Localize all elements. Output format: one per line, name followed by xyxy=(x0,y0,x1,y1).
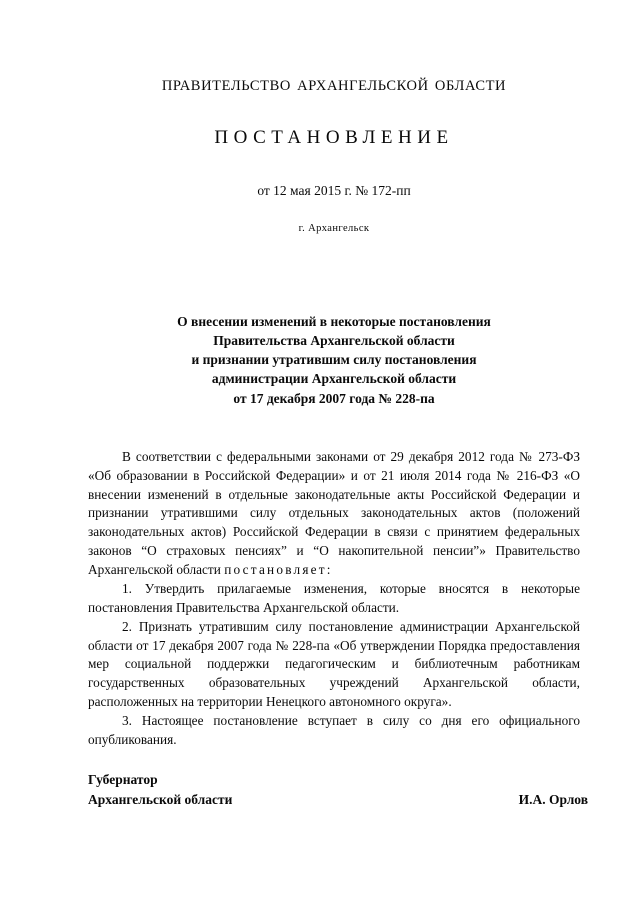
paragraph-2: 2. Признать утратившим силу постановление администрации Архангельской области от 17 декабря 2007 года № 228-па «Об утверждении Порядка предоставления мер социальной поддержки педагогическим и библиотечным работникам государственных образовательных учреждений Архангельской области, расположенных на территории Ненецкого автономного округа». xyxy=(88,618,580,710)
document-city: г. Архангельск xyxy=(298,223,370,234)
title-line-3: и признании утратившим силу постановления xyxy=(191,352,477,368)
organization-header: ПРАВИТЕЛЬСТВО АРХАНГЕЛЬСКОЙ ОБЛАСТИ xyxy=(161,78,507,94)
paragraph-3: 3. Настоящее постановление вступает в силу со дня его официального опубликования. xyxy=(88,713,580,747)
title-line-5: от 17 декабря 2007 года № 228-па xyxy=(233,390,435,406)
signature-position-line-2: Архангельской области xyxy=(88,792,233,808)
signature-name: И.А. Орлов xyxy=(518,792,588,808)
document-body xyxy=(88,448,580,750)
preamble-text: В соответствии с федеральными законами от 29 декабря 2012 года № 273-ФЗ «Об образовании в Российской Федерации» и от 21 июля 2014 года № 216-ФЗ «О внесении изменений в отдельные законодательные акты Российской Федерации и признании утратившими силу отдельных законодательных актов (положений законодательных актов) Российской Федерации в связи с принятием федеральных законов “О страховых пенсиях” и “О накопительной пенсии”» Правительство Архангельской области xyxy=(88,448,580,578)
enacting-word: постановляет: xyxy=(224,562,333,578)
title-line-1: О внесении изменений в некоторые постановления xyxy=(177,314,491,329)
document-date-number: от 12 мая 2015 г. № 172-пп xyxy=(257,183,411,198)
title-line-2: Правительства Архангельской области xyxy=(213,333,455,349)
signature-position xyxy=(88,770,232,811)
title-line-4: администрации Архангельской области xyxy=(211,371,457,387)
paragraph-preamble xyxy=(88,448,580,580)
signature-row xyxy=(88,770,588,811)
signature-block xyxy=(88,770,588,811)
document-type-title: ПОСТАНОВЛЕНИЕ xyxy=(214,127,454,148)
document-title xyxy=(88,312,580,408)
signature-position-line-1: Губернатор xyxy=(88,772,158,787)
paragraph-1: 1. Утвердить прилагаемые изменения, которые вносятся в некоторые постановления Правительства Архангельской области. xyxy=(88,580,580,615)
